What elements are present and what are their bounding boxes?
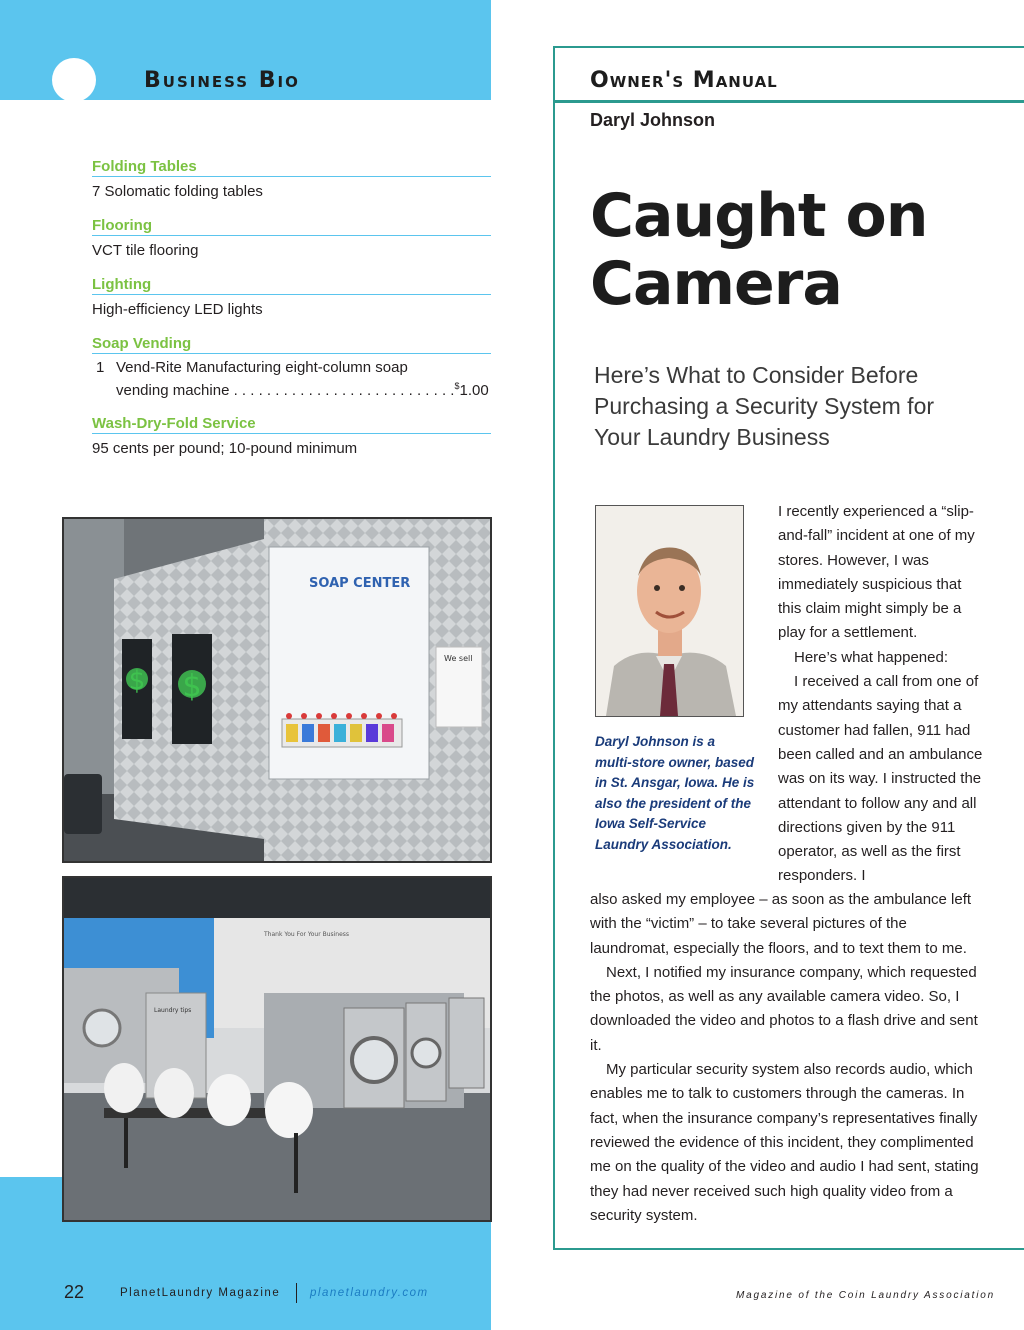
soap-line2: vending machine — [116, 382, 230, 399]
author-name: Daryl Johnson — [590, 110, 716, 130]
bio-text-wdf: 95 cents per pound; 10-pound minimum — [92, 440, 358, 457]
paragraph: I received a call from one of my attendants saying that a customer had fallen, 911 had been called and an ambulance was on its way. I instructed the attendant to follow any and all directions given by the 911 operator, as well as the first responders. I — [778, 673, 983, 885]
portrait-illustration — [596, 506, 743, 716]
headline-line-1: Caught on — [590, 181, 928, 251]
bio-heading-soap: Soap Vending — [92, 335, 491, 354]
washers-illustration — [64, 878, 490, 1220]
business-bio-title: Business Bio — [144, 68, 300, 93]
soap-quantity: 1 — [96, 359, 105, 376]
bio-text: 7 Solomatic folding tables — [92, 183, 263, 200]
changer-dollar-sign-1: $ — [128, 666, 146, 696]
paragraph: My particular security system also records audio, which enables me to talk to customers through the cameras. In fact, when the insurance company’s representatives finally reviewed the evidence of this incident, they complimented me on the quality of the video and audio I had sent, stating they had never received such high quality video from a security system. — [590, 1061, 979, 1224]
soap-center-sign-title: SOAP CENTER — [309, 576, 411, 591]
owners-manual-rule — [553, 100, 1024, 103]
changer-dollar-sign-2: $ — [182, 669, 202, 704]
laundromat-photo-washers — [62, 876, 492, 1222]
soap-vending-item — [92, 359, 491, 400]
article-column-full — [590, 888, 990, 1228]
section-circle-icon — [52, 58, 96, 102]
article-headline — [590, 182, 927, 318]
soap-line1: Vend-Rite Manufacturing eight-column soap — [116, 359, 408, 376]
bio-heading: Folding Tables — [92, 158, 491, 177]
bio-heading-wdf: Wash-Dry-Fold Service — [92, 415, 491, 434]
paragraph: Next, I notified my insurance company, which requested the photos, as well as any available camera video. So, I downloaded the video and photos to a flash drive and sent it. — [590, 963, 978, 1054]
footer-divider — [296, 1283, 297, 1303]
business-bio-list — [92, 158, 491, 474]
paragraph: Here’s what happened: — [794, 648, 948, 666]
article-subhead: Here’s What to Consider Before Purchasing a Security System for Your Laundry Business — [594, 362, 935, 450]
laundromat-photo-soap-center — [62, 517, 492, 863]
laundry-tips-sign: Laundry tips — [154, 1007, 192, 1014]
soap-price — [454, 382, 488, 399]
article-column-top — [778, 500, 988, 889]
footer-tagline: Magazine of the Coin Laundry Association — [736, 1290, 995, 1301]
price-value: 1.00 — [459, 382, 489, 399]
owners-manual-title: Owner's Manual — [590, 68, 778, 93]
bio-text: High-efficiency LED lights — [92, 301, 263, 318]
bio-text: VCT tile flooring — [92, 242, 199, 259]
headline-line-2: Camera — [590, 249, 842, 319]
we-sell-sign: We sell — [444, 654, 473, 663]
author-caption: Daryl Johnson is a multi-store owner, based in St. Ansgar, Iowa. He is also the president of the Iowa Self-Service Laundry Association. — [595, 734, 755, 852]
magazine-name: PlanetLaundry Magazine — [120, 1287, 281, 1299]
price-symbol: $ — [454, 381, 460, 391]
thank-you-banner: Thank You For Your Business — [264, 931, 350, 938]
paragraph: also asked my employee – as soon as the ambulance left with the “victim” – to take several pictures of the laundromat, especially the floors, and to text them to me. — [590, 891, 972, 957]
author-portrait — [595, 505, 744, 717]
paragraph: I recently experienced a “slip-and-fall” incident at one of my stores. However, I was immediately suspicious that this claim might simply be a play for a settlement. — [778, 503, 975, 642]
soap-leader-dots: . . . . . . . . . . . . . . . . . . . . . . . . . . . — [229, 382, 455, 399]
bio-heading: Flooring — [92, 217, 491, 236]
soap-description — [116, 359, 491, 400]
bio-heading: Lighting — [92, 276, 491, 295]
page-number: 22 — [64, 1282, 85, 1302]
soap-center-illustration — [64, 519, 490, 861]
magazine-url-link[interactable]: planetlaundry.com — [310, 1287, 429, 1299]
